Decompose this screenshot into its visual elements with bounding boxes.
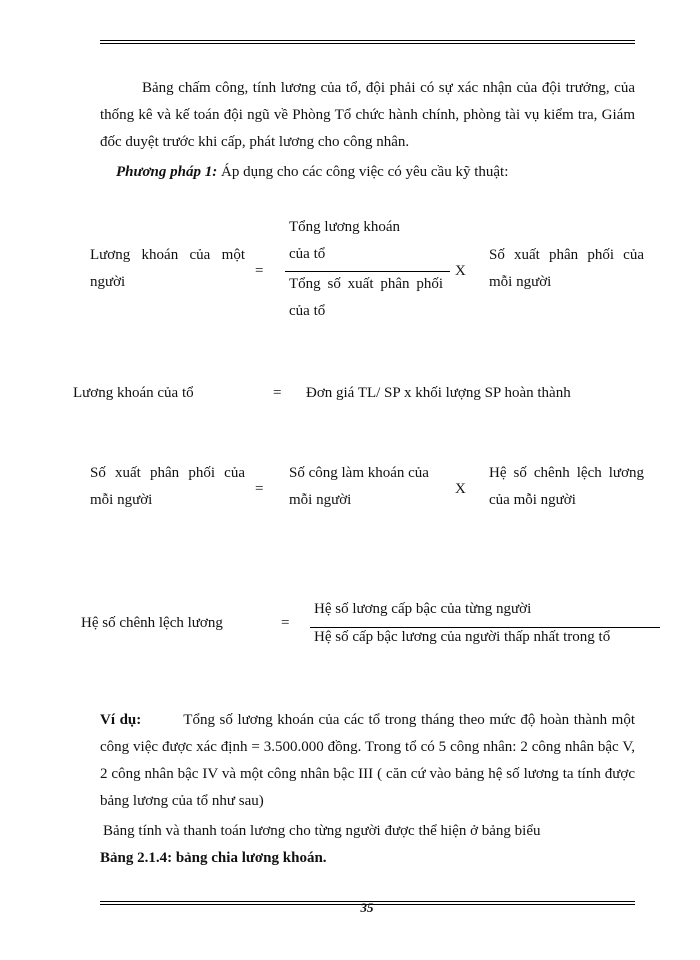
formula1-times: X — [455, 263, 466, 279]
table-intro: Bảng tính và thanh toán lương cho từng người được thể hiện ở bảng biểu — [103, 823, 541, 839]
formula3-middle: Số công làm khoán của mỗi người — [289, 465, 429, 508]
formula1-rhs: Số xuất phân phối của mỗi người — [489, 247, 644, 290]
method1-label: Phương pháp 1: — [116, 164, 218, 180]
formula4-denominator: Hệ số cấp bậc lương của người thấp nhất trong tổ — [314, 629, 611, 645]
formula3-equals: = — [255, 481, 264, 497]
formula3-rhs: Hệ số chênh lệch lương của mỗi người — [489, 465, 644, 508]
formula4-equals: = — [281, 615, 290, 631]
formula4-numerator: Hệ số lương cấp bậc của từng người — [314, 601, 532, 617]
formula1-denominator: Tổng số xuất phân phối của tổ — [289, 276, 443, 319]
method1-text: Áp dụng cho các công việc có yêu cầu kỹ thuật: — [220, 164, 509, 180]
formula1-lhs: Lương khoán của một người — [90, 247, 245, 290]
example-paragraph — [100, 707, 635, 815]
formula2-lhs: Lương khoán của tổ — [73, 385, 194, 401]
table-caption: Bảng 2.1.4: bảng chia lương khoán. — [100, 850, 327, 866]
formula2-equals: = — [273, 385, 282, 401]
formula3-times: X — [455, 481, 466, 497]
formula4-lhs: Hệ số chênh lệch lương — [81, 615, 223, 631]
example-text: Tổng số lương khoán của các tổ trong tháng theo mức độ hoàn thành một công việc được xác định = 3.500.000 đồng. Trong tổ có 5 công nhân: 2 công nhân bậc V, 2 công nhân bậc IV và một công nhân bậc III ( căn cứ vào bảng hệ số lương ta tính được bảng lương của tổ như sau) — [100, 712, 635, 809]
formula1-equals: = — [255, 263, 264, 279]
header-rule — [100, 40, 635, 41]
header-rule-double — [100, 43, 635, 44]
page-number: 35 — [360, 900, 374, 915]
formula2-rhs: Đơn giá TL/ SP x khối lượng SP hoàn thành — [306, 385, 571, 401]
formula1-numerator: Tổng lương khoán của tổ — [289, 219, 401, 262]
example-label: Ví dụ: — [100, 712, 142, 728]
formula3-lhs: Số xuất phân phối của mỗi người — [90, 465, 245, 508]
intro-paragraph: Bảng chấm công, tính lương của tổ, đội phải có sự xác nhận của đội trưởng, của thống kê và kế toán đội ngũ về Phòng Tổ chức hành chính, phòng tài vụ kiểm tra, Giám đốc duyệt trước khi cấp, phát lương cho công nhân. — [100, 80, 635, 150]
method1-line — [116, 159, 508, 186]
